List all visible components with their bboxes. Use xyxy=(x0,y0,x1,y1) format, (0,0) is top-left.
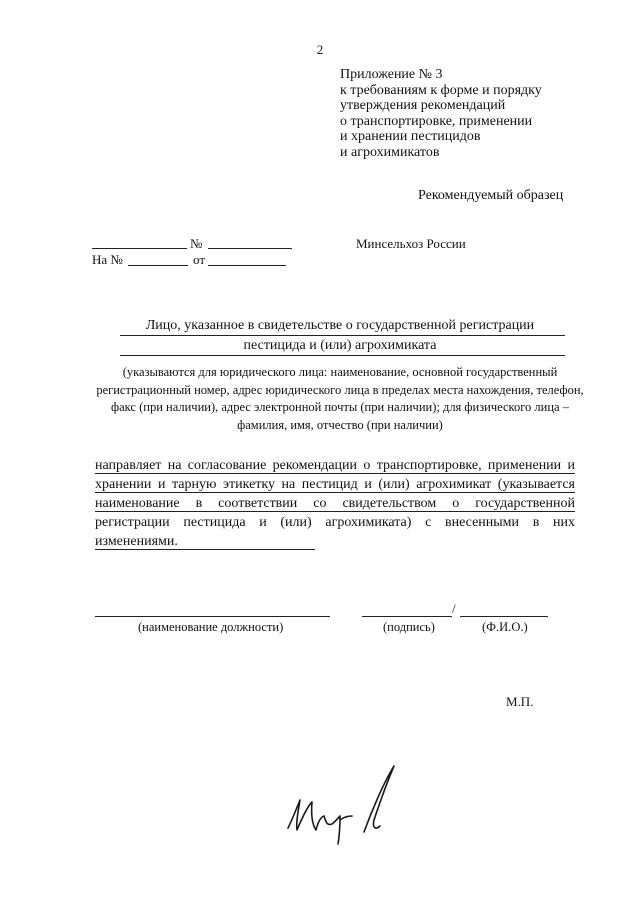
applicant-underline-1 xyxy=(120,335,565,336)
reply-to-date-blank xyxy=(208,265,286,266)
addressee: Минсельхоз России xyxy=(356,236,466,251)
reply-to-number-blank xyxy=(128,265,188,266)
appendix-title: Приложение № 3 xyxy=(340,67,443,82)
body-underline-2 xyxy=(95,492,575,493)
position-blank xyxy=(95,616,330,617)
appendix-line: и хранении пестицидов xyxy=(340,129,481,144)
handwritten-signature xyxy=(280,760,410,850)
page-number: 2 xyxy=(316,42,324,57)
reply-to-date-label: от xyxy=(193,252,206,267)
body-underline-1 xyxy=(95,473,575,474)
outgoing-number-blank xyxy=(92,248,187,249)
applicant-line-1: Лицо, указанное в свидетельстве о государственной регистрации xyxy=(145,318,535,333)
body-underline-5 xyxy=(95,549,315,550)
body-underline-3 xyxy=(95,511,575,512)
appendix-line: к требованиям к форме и порядку xyxy=(340,82,542,98)
reply-to-number-label: На № xyxy=(92,252,123,267)
appendix-line: утверждения рекомендаций xyxy=(340,98,506,113)
stamp-label: М.П. xyxy=(506,694,534,709)
name-label: (Ф.И.О.) xyxy=(482,620,528,634)
sample-label: Рекомендуемый образец xyxy=(418,188,564,203)
number-sign: № xyxy=(190,236,203,251)
applicant-underline-2 xyxy=(120,355,565,356)
name-blank xyxy=(460,616,548,617)
appendix-line: и агрохимикатов xyxy=(340,144,440,160)
body-paragraph: направляет на согласование рекомендации о транспортировке, применении и хранении и тарную этикетку на пестицид и (или) агрохимикат (указывается наименование в соответствии со свидетельством о государственной регистрации пестицида и (или) агрохимиката) с внесенными в них изменениями. xyxy=(95,458,575,549)
applicant-line-2: пестицида и (или) агрохимиката xyxy=(243,338,437,353)
signature-label: (подпись) xyxy=(383,620,435,634)
position-label: (наименование должности) xyxy=(138,620,284,634)
appendix-header xyxy=(340,67,542,160)
outgoing-date-blank xyxy=(208,248,292,249)
signature-blank xyxy=(362,616,452,617)
applicant-hint: (указываются для юридического лица: наименование, основной государственный регистрационный номер, адрес юридического лица в пределах места нахождения, телефон, факс (при наличии), адрес электронной почты (при наличии); для физического лица – фамилия, имя, отчество (при наличии) xyxy=(96,365,584,432)
signature-separator: / xyxy=(452,601,456,616)
appendix-line: о транспортировке, применении xyxy=(340,113,533,129)
